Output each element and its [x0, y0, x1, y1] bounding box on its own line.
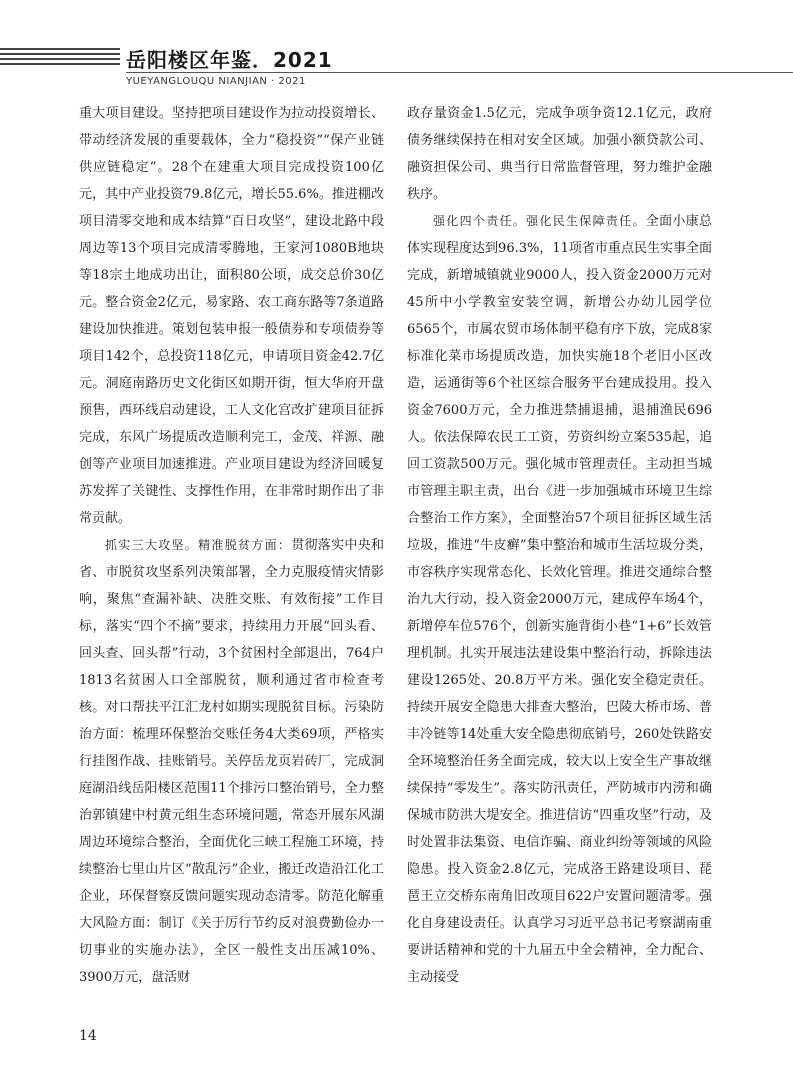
left-paragraph-1: 重大项目建设。坚持把项目建设作为拉动投资增长、带动经济发展的重要载体，全力“稳投资”“保产业链供应链稳定”。28个在建重大项目完成投资100亿元，其中产业投资79.8亿元，增长55.6%。推进棚改项目清零交地和成本结算“百日攻坚”，建设北路中段周边等13个项目完成清零腾地，王家河1080B地块等18宗土地成功出让，面积80公顷，成交总价30亿元。整合资金2亿元，易家路、农工商东路等7条道路建设加快推进。策划包装申报一般债券和专项债券等项目142个，总投资118亿元，申请项目资金42.7亿元。洞庭南路历史文化街区如期开街，恒大华府开盘预售，西环线启动建设，工人文化宫改扩建项目征拆完成，东风广场提质改造顺利完工，金茂、祥源、融创等产业项目加速推进。产业项目建设为经济回暖复苏发挥了关键性、支撑性作用，在非常时期作出了非常贡献。 — [79, 106, 384, 526]
left-paragraph-2 — [79, 532, 384, 991]
section-subhead: 精准脱贫方面： — [198, 538, 292, 552]
header-rule — [126, 72, 793, 73]
page-number: 14 — [79, 1028, 97, 1044]
right-column — [407, 100, 712, 991]
left-paragraph-2-text: 贯彻落实中央和省、市脱贫攻坚系列决策部署，全力克服疫情灾情影响，聚焦“查漏补缺、决胜交账、有效衔接”工作目标，落实“四个不摘”要求，持续用力开展“回头看、回头查、回头帮”行动，3个贫困村全部退出，764户1813名贫困人口全部脱贫，顺利通过省市检查考核。对口帮扶平江汇龙村如期实现脱贫目标。污染防治方面：梳理环保整治交账任务4大类69项，严格实行挂图作战、挂账销号。关停岳龙页岩砖厂，完成洞庭湖沿线岳阳楼区范围11个排污口整治销号，全力整治郭镇建中村黄元组生态环境问题，常态开展东风湖周边环境综合整治，全面优化三峡工程施工环境，持续整治七里山片区“散乱污”企业，搬迁改造沿江化工企业，环保督察反馈问题实现动态清零。防范化解重大风险方面：制订《关于厉行节约反对浪费勤俭办一切事业的实施办法》，全区一般性支出压减10%、3900万元，盘活财 — [79, 538, 384, 985]
page-header — [0, 0, 793, 100]
right-paragraph-1: 政存量资金1.5亿元，完成争项争资12.1亿元，政府债务继续保持在相对安全区域。加强小额贷款公司、融资担保公司、典当行日常监督管理，努力维护金融秩序。 — [407, 106, 712, 202]
section-keyword: 抓实三大攻坚。 — [105, 538, 199, 552]
section-subhead: 强化民生保障责任。 — [526, 214, 646, 228]
section-keyword: 强化四个责任。 — [433, 214, 527, 228]
book-subtitle: YUEYANGLOUQU NIANJIAN · 2021 — [126, 76, 306, 87]
book-title: 岳阳楼区年鉴．2021 — [126, 48, 333, 72]
right-paragraph-2 — [407, 208, 712, 991]
right-paragraph-2-text: 全面小康总体实现程度达到96.3%，11项省市重点民生实事全面完成，新增城镇就业9000人，投入资金2000万元对45所中小学教室安装空调，新增公办幼儿园学位6565个，市属农贸市场体制平稳有序下放，完成8家标准化菜市场提质改造，加快实施18个老旧小区改造，运通街等6个社区综合服务平台建成投用。投入资金7600万元，全力推进禁捕退捕，退捕渔民696人。依法保障农民工工资，劳资纠纷立案535起，追回工资款500万元。强化城市管理责任。主动担当城市管理主职主责，出台《进一步加强城市环境卫生综合整治工作方案》，全面整治57个项目征拆区域生活垃圾，推进“牛皮癣”集中整治和城市生活垃圾分类，市容秩序实现常态化、长效化管理。推进交通综合整治九大行动，投入资金2000万元，建成停车场4个，新增停车位576个，创新实施背街小巷“1+6”长效管理机制。扎实开展违法建设集中整治行动，拆除违法建设1265处、20.8万平方米。强化安全稳定责任。持续开展安全隐患大排查大整治，巴陵大桥市场、普丰冷链等14处重大安全隐患彻底销号，260处铁路安全环境整治任务全面完成，较大以上安全生产事故继续保持“零发生”。落实防汛责任，严防城市内涝和确保城市防洪大堤安全。推进信访“四重攻坚”行动，及时处置非法集资、电信诈骗、商业纠纷等领域的风险隐患。投入资金2.8亿元，完成洛王路建设项目、琵琶王立交桥东南角旧改项目622户安置问题清零。强化自身建设责任。认真学习习近平总书记考察湖南重要讲话精神和党的十九届五中全会精神，全力配合、主动接受 — [407, 214, 712, 985]
header-decorative-lines — [0, 48, 120, 68]
left-column — [79, 100, 384, 991]
